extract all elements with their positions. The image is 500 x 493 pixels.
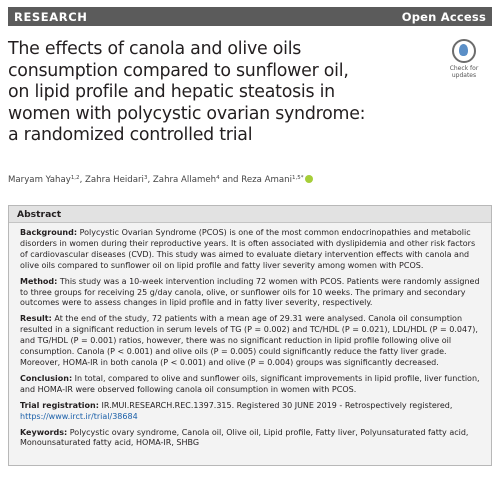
abstract-heading: Abstract bbox=[9, 206, 491, 223]
abstract-trial-registration: Trial registration: IR.MUI.RESEARCH.REC.1397.315. Registered 30 JUNE 2019 - Retrospectively registered, https://www.irct.ir/trial/38684 bbox=[20, 400, 453, 421]
abstract-method: Method: This study was a 10-week intervention including 72 women with PCOS. Patients were randomly assigned to three groups for receiving 25 g/day canola, olive, or sunflower oils for 10 weeks. The primary and secondary outcomes were to assess changes in lipid profile and in fatty liver severity, respectively. bbox=[20, 276, 480, 308]
check-for-updates-button[interactable] bbox=[446, 39, 482, 79]
abstract-box bbox=[8, 205, 492, 466]
trial-registry-link[interactable]: https://www.irct.ir/trial/38684 bbox=[20, 411, 138, 421]
abstract-background: Background: Polycystic Ovarian Syndrome (PCOS) is one of the most common endocrinopathies and metabolic disorders in women during their reproductive years. It is often associated with dyslipidemia and other risk factors of cardiovascular diseases (CVD). This study was aimed to evaluate dietary intervention effects with canola and olive oils compared to sunflower oil on lipid profile and fatty liver severity among women with PCOS. bbox=[20, 228, 476, 270]
title-line: on lipid profile and hepatic steatosis in bbox=[8, 82, 335, 103]
author-name[interactable]: Zahra Heidari bbox=[85, 175, 144, 185]
title-line: The effects of canola and olive oils bbox=[8, 39, 302, 59]
section-label: RESEARCH bbox=[14, 9, 88, 24]
title-line: consumption compared to sunflower oil, bbox=[8, 60, 349, 81]
abstract-conclusion: Conclusion: In total, compared to olive and sunflower oils, significant improvements in lipid profile, liver function, and HOMA-IR were observed following canola oil consumption in women with PCOS. bbox=[20, 373, 480, 394]
author-name[interactable]: Reza Amani bbox=[241, 175, 292, 185]
abstract-result: Result: At the end of the study, 72 patients with a mean age of 29.31 were analysed. Canola oil consumption resulted in a significant reduction in serum levels of TG (P = 0.002) and TC/HDL (P = 0.021), LDL/HDL (P = 0.047), and TG/HDL (P = 0.001) ratios, however, there was no significant reduction in lipid profile following olive oil consumption. Canola (P < 0.001) and olive oils (P = 0.005) could significantly reduce the fatty liver grade. Moreover, HOMA-IR in both canola (P < 0.001) and olive (P = 0.004) groups was significantly decreased. bbox=[20, 314, 478, 367]
check-for-updates-label: Check for updates bbox=[449, 65, 479, 79]
article-title bbox=[8, 39, 448, 147]
author-name[interactable]: Zahra Allameh bbox=[152, 175, 217, 185]
author-list: Maryam Yahay$^{1,2}$, Zahra Heidari$^3$, Zahra Allameh$^4$ and Reza Amani$^{1,5*}$ bbox=[8, 175, 488, 185]
title-line: a randomized controlled trial bbox=[8, 125, 253, 146]
author-name[interactable]: Maryam Yahay bbox=[8, 175, 71, 185]
top-banner bbox=[8, 7, 492, 26]
open-access-label[interactable]: Open Access bbox=[401, 9, 486, 24]
abstract-keywords: Keywords: Polycystic ovary syndrome, Canola oil, Olive oil, Lipid profile, Fatty liver, Polyunsaturated fatty acid, Monounsaturated fatty acid, HOMA-IR, SHBG bbox=[20, 427, 469, 448]
check-for-updates-icon bbox=[452, 39, 476, 63]
orcid-icon[interactable] bbox=[305, 175, 313, 183]
title-line: women with polycystic ovarian syndrome: bbox=[8, 103, 366, 124]
